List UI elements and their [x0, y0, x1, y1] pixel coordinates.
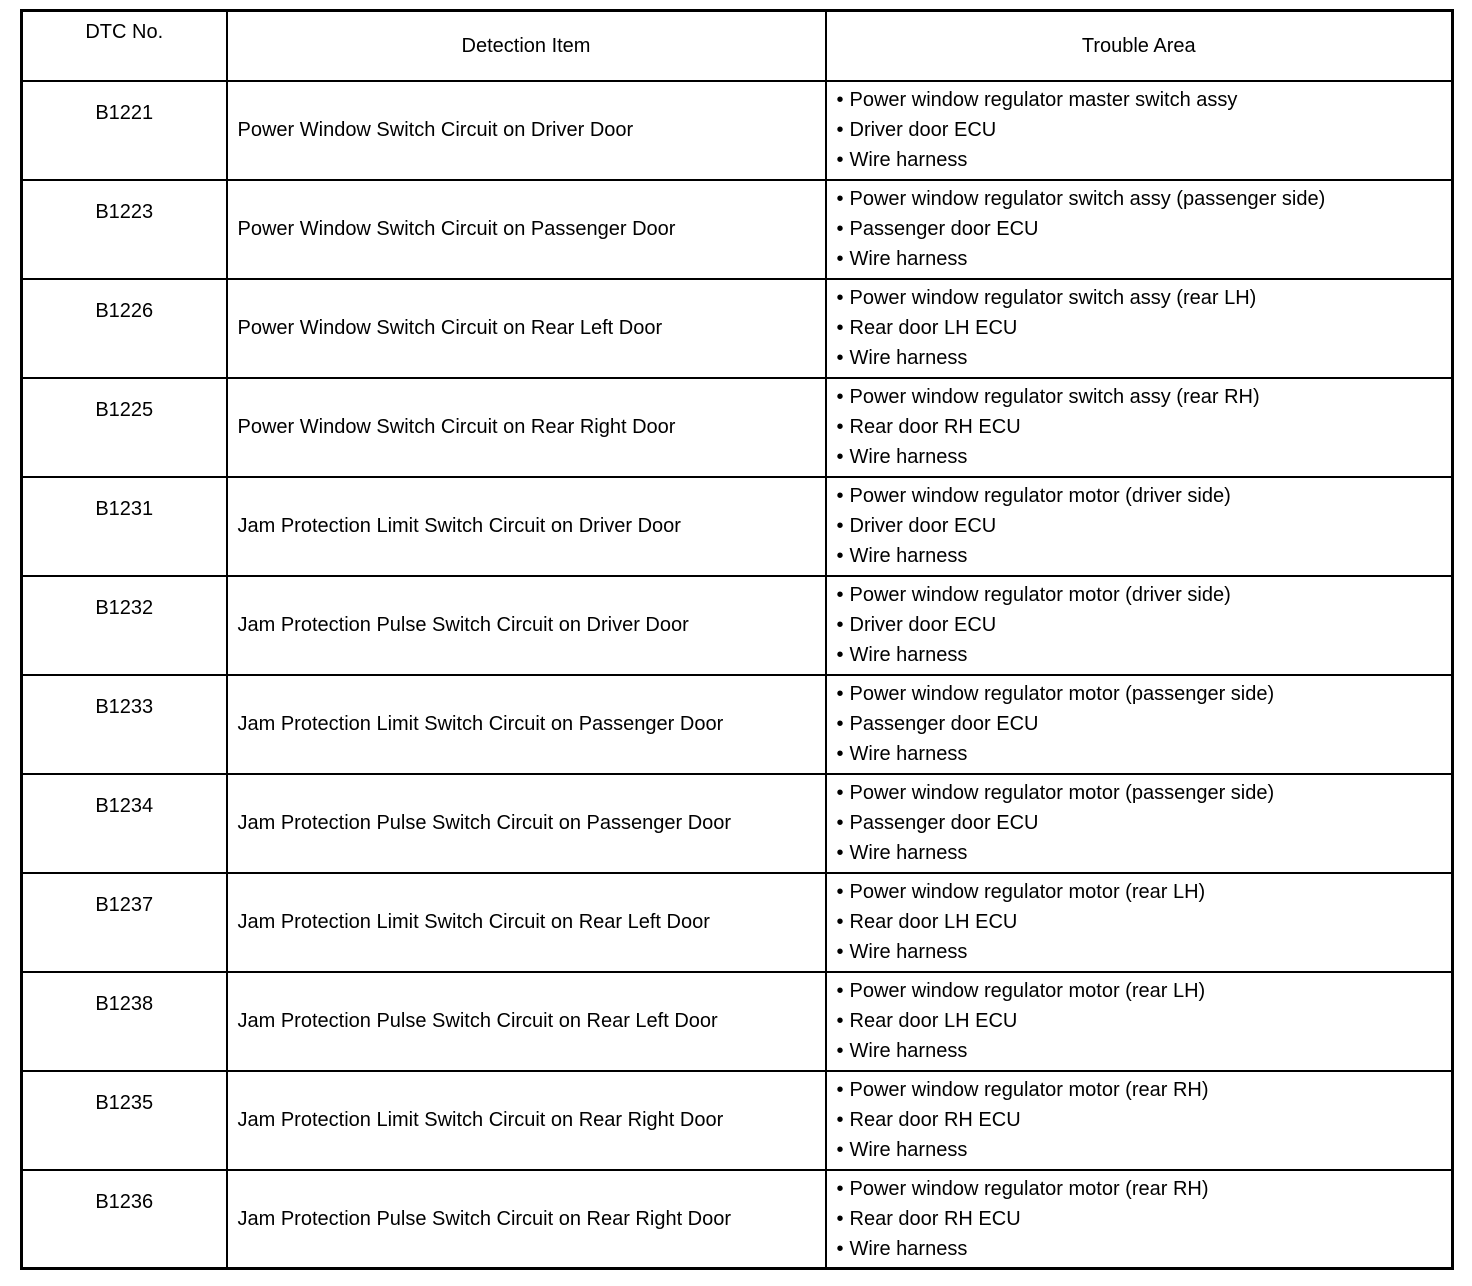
trouble-area-text: Power window regulator motor (rear RH) [849, 1177, 1209, 1200]
trouble-area-item [837, 85, 1452, 115]
detection-item: Jam Protection Pulse Switch Circuit on Rear Left Door [227, 972, 826, 1071]
trouble-area-text: Driver door ECU [849, 119, 997, 141]
trouble-area-item [837, 640, 1452, 670]
trouble-area-item [837, 313, 1452, 343]
trouble-area-list [826, 1071, 1453, 1170]
bullet-icon: • [836, 743, 844, 765]
detection-item: Jam Protection Limit Switch Circuit on Rear Left Door [227, 873, 826, 972]
detection-item: Power Window Switch Circuit on Rear Left Door [227, 279, 826, 378]
table-row [22, 1071, 1453, 1170]
dtc-code: B1231 [22, 477, 227, 576]
table-header [22, 11, 1453, 81]
trouble-area-item [837, 412, 1452, 442]
bullet-icon: • [836, 446, 844, 468]
table-row [22, 774, 1453, 873]
header-row [22, 11, 1453, 81]
bullet-icon: • [836, 248, 844, 270]
dtc-table [20, 9, 1454, 1270]
trouble-area-text: Wire harness [849, 248, 968, 270]
bullet-icon: • [836, 1109, 844, 1131]
trouble-area-list [826, 873, 1453, 972]
trouble-area-list [826, 279, 1453, 378]
dtc-code: B1226 [22, 279, 227, 378]
trouble-area-text: Wire harness [849, 1139, 968, 1161]
table-body [22, 81, 1453, 1269]
bullet-icon: • [836, 683, 844, 705]
trouble-area-item [837, 283, 1452, 313]
trouble-area-text: Wire harness [849, 1040, 968, 1062]
header-trouble-area: Trouble Area [826, 11, 1453, 81]
trouble-area-list [826, 81, 1453, 180]
bullet-icon: • [836, 614, 844, 636]
trouble-area-text: Rear door RH ECU [849, 416, 1021, 438]
trouble-area-item [837, 145, 1452, 175]
table-row [22, 576, 1453, 675]
trouble-area-list [826, 576, 1453, 675]
trouble-area-text: Passenger door ECU [849, 812, 1039, 834]
trouble-area-item [837, 343, 1452, 373]
trouble-area-item [837, 1006, 1452, 1036]
trouble-area-text: Wire harness [849, 545, 968, 567]
dtc-code: B1237 [22, 873, 227, 972]
detection-item: Power Window Switch Circuit on Passenger Door [227, 180, 826, 279]
bullet-icon: • [836, 1040, 844, 1062]
trouble-area-item [837, 1075, 1452, 1105]
trouble-area-item [837, 1234, 1452, 1264]
table-row [22, 1170, 1453, 1269]
trouble-area-item [837, 1135, 1452, 1165]
trouble-area-text: Wire harness [849, 743, 968, 765]
trouble-area-item [837, 580, 1452, 610]
bullet-icon: • [836, 911, 844, 933]
bullet-icon: • [836, 941, 844, 963]
detection-item: Jam Protection Pulse Switch Circuit on Driver Door [227, 576, 826, 675]
trouble-area-text: Passenger door ECU [849, 713, 1039, 735]
table-row [22, 972, 1453, 1071]
table-row [22, 378, 1453, 477]
trouble-area-text: Power window regulator motor (driver side) [849, 485, 1231, 507]
trouble-area-text: Power window regulator master switch assy [849, 89, 1238, 111]
trouble-area-item [837, 1174, 1452, 1204]
detection-item: Jam Protection Pulse Switch Circuit on Rear Right Door [227, 1170, 826, 1269]
trouble-area-item [837, 808, 1452, 838]
trouble-area-item [837, 442, 1452, 472]
trouble-area-item [837, 739, 1452, 769]
trouble-area-item [837, 937, 1452, 967]
table-row [22, 279, 1453, 378]
trouble-area-list [826, 774, 1453, 873]
bullet-icon: • [836, 1010, 844, 1032]
table-row [22, 675, 1453, 774]
bullet-icon: • [836, 812, 844, 834]
trouble-area-item [837, 184, 1452, 214]
detection-item: Jam Protection Limit Switch Circuit on Driver Door [227, 477, 826, 576]
dtc-code: B1234 [22, 774, 227, 873]
trouble-area-item [837, 1105, 1452, 1135]
trouble-area-item [837, 481, 1452, 511]
bullet-icon: • [836, 149, 844, 171]
bullet-icon: • [836, 881, 844, 903]
bullet-icon: • [836, 1139, 844, 1161]
table-row [22, 180, 1453, 279]
trouble-area-text: Driver door ECU [849, 515, 997, 537]
trouble-area-item [837, 1204, 1452, 1234]
trouble-area-list [826, 972, 1453, 1071]
header-dtc-no: DTC No. [22, 11, 227, 81]
bullet-icon: • [836, 188, 844, 210]
bullet-icon: • [836, 119, 844, 141]
trouble-area-text: Power window regulator motor (driver side) [849, 584, 1231, 606]
trouble-area-text: Rear door RH ECU [849, 1207, 1021, 1230]
bullet-icon: • [836, 545, 844, 567]
bullet-icon: • [836, 515, 844, 537]
dtc-code: B1238 [22, 972, 227, 1071]
bullet-icon: • [836, 842, 844, 864]
trouble-area-text: Power window regulator switch assy (rear LH) [849, 287, 1257, 309]
bullet-icon: • [836, 644, 844, 666]
trouble-area-item [837, 838, 1452, 868]
table-row [22, 873, 1453, 972]
bullet-icon: • [836, 713, 844, 735]
trouble-area-text: Rear door LH ECU [849, 1010, 1018, 1032]
dtc-code: B1221 [22, 81, 227, 180]
table-row [22, 477, 1453, 576]
trouble-area-text: Rear door LH ECU [849, 911, 1018, 933]
dtc-code: B1233 [22, 675, 227, 774]
trouble-area-text: Wire harness [849, 842, 968, 864]
trouble-area-text: Driver door ECU [849, 614, 997, 636]
trouble-area-text: Power window regulator motor (passenger side) [849, 683, 1275, 705]
trouble-area-item [837, 610, 1452, 640]
trouble-area-text: Passenger door ECU [849, 218, 1039, 240]
trouble-area-item [837, 541, 1452, 571]
trouble-area-text: Wire harness [849, 446, 968, 468]
trouble-area-item [837, 214, 1452, 244]
trouble-area-item [837, 244, 1452, 274]
trouble-area-text: Power window regulator switch assy (passenger side) [849, 188, 1326, 210]
header-detection-item: Detection Item [227, 11, 826, 81]
detection-item: Power Window Switch Circuit on Driver Door [227, 81, 826, 180]
trouble-area-item [837, 382, 1452, 412]
trouble-area-item [837, 907, 1452, 937]
trouble-area-item [837, 511, 1452, 541]
trouble-area-item [837, 778, 1452, 808]
bullet-icon: • [836, 287, 844, 309]
detection-item: Power Window Switch Circuit on Rear Right Door [227, 378, 826, 477]
bullet-icon: • [836, 386, 844, 408]
trouble-area-text: Wire harness [849, 644, 968, 666]
bullet-icon: • [836, 89, 844, 111]
trouble-area-item [837, 1036, 1452, 1066]
bullet-icon: • [836, 485, 844, 507]
trouble-area-list [826, 675, 1453, 774]
bullet-icon: • [836, 416, 844, 438]
bullet-icon: • [836, 218, 844, 240]
trouble-area-item [837, 877, 1452, 907]
trouble-area-list [826, 180, 1453, 279]
trouble-area-list [826, 477, 1453, 576]
trouble-area-item [837, 709, 1452, 739]
dtc-code: B1232 [22, 576, 227, 675]
bullet-icon: • [836, 1177, 844, 1200]
trouble-area-text: Power window regulator switch assy (rear RH) [849, 386, 1260, 408]
dtc-code: B1225 [22, 378, 227, 477]
bullet-icon: • [836, 1207, 844, 1230]
trouble-area-list [826, 378, 1453, 477]
bullet-icon: • [836, 584, 844, 606]
trouble-area-text: Wire harness [849, 941, 968, 963]
dtc-code: B1235 [22, 1071, 227, 1170]
detection-item: Jam Protection Pulse Switch Circuit on Passenger Door [227, 774, 826, 873]
trouble-area-item [837, 679, 1452, 709]
table-row [22, 81, 1453, 180]
trouble-area-text: Wire harness [849, 1237, 968, 1260]
trouble-area-list [826, 1170, 1453, 1269]
detection-item: Jam Protection Limit Switch Circuit on Passenger Door [227, 675, 826, 774]
dtc-code: B1223 [22, 180, 227, 279]
bullet-icon: • [836, 980, 844, 1002]
trouble-area-text: Wire harness [849, 149, 968, 171]
trouble-area-text: Power window regulator motor (rear LH) [849, 980, 1206, 1002]
trouble-area-text: Rear door RH ECU [849, 1109, 1021, 1131]
trouble-area-text: Power window regulator motor (passenger side) [849, 782, 1275, 804]
trouble-area-item [837, 115, 1452, 145]
trouble-area-text: Power window regulator motor (rear RH) [849, 1079, 1209, 1101]
bullet-icon: • [836, 1079, 844, 1101]
bullet-icon: • [836, 1237, 844, 1260]
trouble-area-text: Rear door LH ECU [849, 317, 1018, 339]
bullet-icon: • [836, 317, 844, 339]
dtc-code: B1236 [22, 1170, 227, 1269]
bullet-icon: • [836, 347, 844, 369]
trouble-area-text: Power window regulator motor (rear LH) [849, 881, 1206, 903]
detection-item: Jam Protection Limit Switch Circuit on Rear Right Door [227, 1071, 826, 1170]
bullet-icon: • [836, 782, 844, 804]
trouble-area-text: Wire harness [849, 347, 968, 369]
trouble-area-item [837, 976, 1452, 1006]
